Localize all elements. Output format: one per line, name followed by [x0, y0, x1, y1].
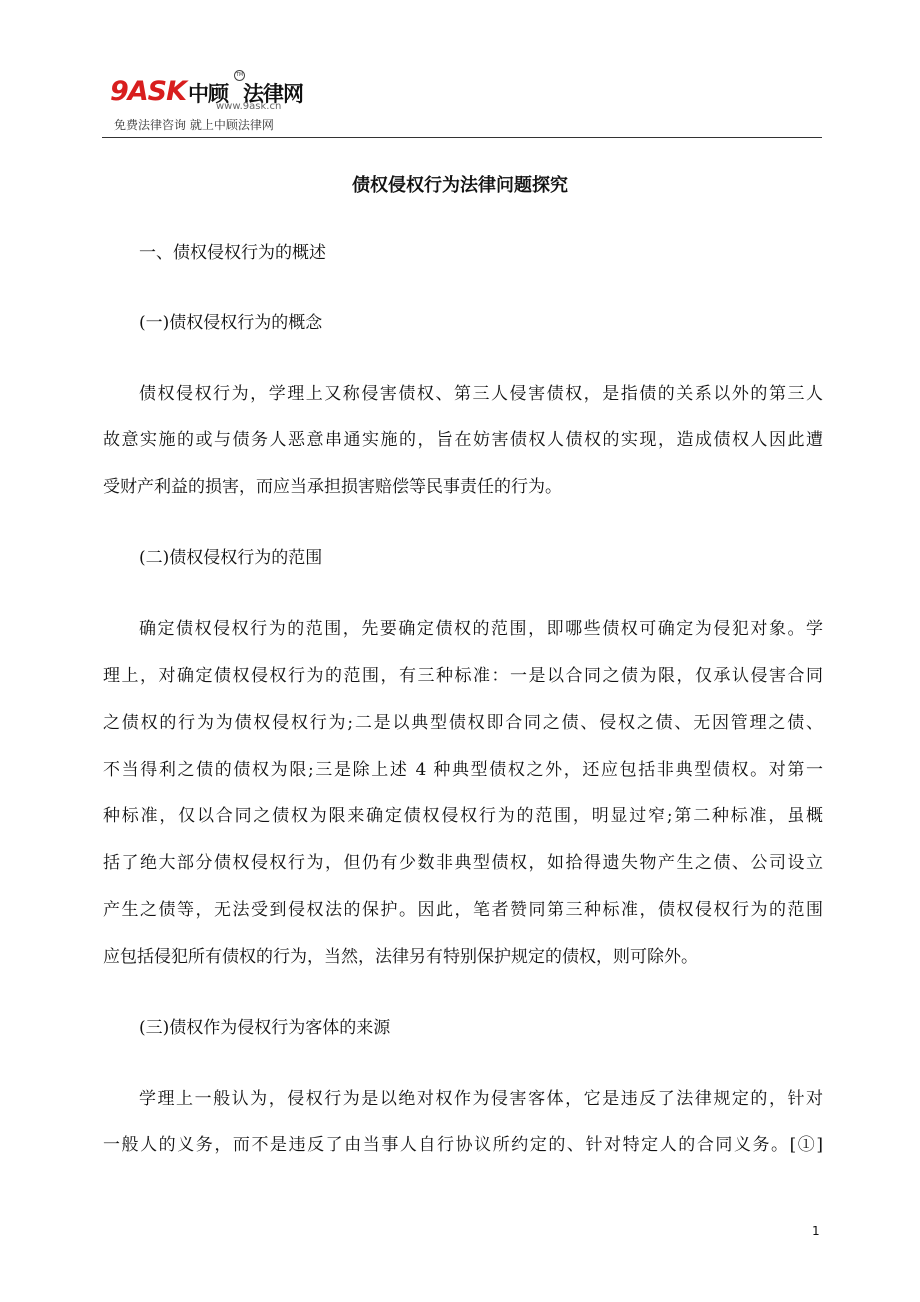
heading-subsection-1: (一)债权侵权行为的概念 — [139, 313, 323, 333]
paragraph-line: 产生之债等，无法受到侵权法的保护。因此，笔者赞同第三种标准，债权侵权行为的范围 — [103, 900, 823, 920]
trademark-icon: TM — [234, 70, 245, 81]
heading-subsection-2: (二)债权侵权行为的范围 — [139, 548, 323, 568]
paragraph-line: 受财产利益的损害，而应当承担损害赔偿等民事责任的行为。 — [103, 477, 562, 497]
logo-brand-suffix: 法律网 — [243, 82, 303, 106]
paragraph-line: 学理上一般认为，侵权行为是以绝对权作为侵害客体，它是违反了法律规定的，针对 — [139, 1089, 823, 1109]
document-title: 债权侵权行为法律问题探究 — [352, 175, 568, 196]
paragraph-line: 债权侵权行为，学理上又称侵害债权、第三人侵害债权，是指债的关系以外的第三人 — [139, 384, 823, 404]
logo-url: www.9ask.cn — [216, 101, 282, 112]
paragraph-line: 理上，对确定债权侵权行为的范围，有三种标准：一是以合同之债为限，仅承认侵害合同 — [103, 666, 823, 686]
logo-9ask-mark: 9ASK — [110, 76, 187, 107]
paragraph-line: 括了绝大部分债权侵权行为，但仍有少数非典型债权，如拾得遗失物产生之债、公司设立 — [103, 853, 823, 873]
paragraph-line: 之债权的行为为债权侵权行为;二是以典型债权即合同之债、侵权之债、无因管理之债、 — [103, 713, 823, 733]
heading-subsection-3: (三)债权作为侵权行为客体的来源 — [139, 1018, 391, 1038]
paragraph-line: 一般人的义务，而不是违反了由当事人自行协议所约定的、针对特定人的合同义务。[①] — [103, 1135, 823, 1155]
page-number: 1 — [812, 1224, 820, 1238]
paragraph-line: 种标准，仅以合同之债权为限来确定债权侵权行为的范围，明显过窄;第二种标准，虽概 — [103, 806, 823, 826]
header-divider — [102, 137, 822, 138]
heading-section-1: 一、债权侵权行为的概述 — [139, 243, 326, 263]
logo-brand-name: 中顾 — [188, 82, 228, 106]
paragraph-line: 故意实施的或与债务人恶意串通实施的，旨在妨害债权人债权的实现，造成债权人因此遭 — [103, 430, 823, 450]
paragraph-line: 应包括侵犯所有债权的行为，当然，法律另有特别保护规定的债权，则可除外。 — [103, 947, 698, 967]
site-logo — [110, 70, 340, 116]
paragraph-line: 不当得利之债的债权为限;三是除上述 4 种典型债权之外，还应包括非典型债权。对第一 — [103, 760, 823, 780]
paragraph-line: 确定债权侵权行为的范围，先要确定债权的范围，即哪些债权可确定为侵犯对象。学 — [139, 619, 823, 639]
page-header — [102, 70, 822, 138]
header-slogan: 免费法律咨询 就上中顾法律网 — [114, 118, 274, 132]
